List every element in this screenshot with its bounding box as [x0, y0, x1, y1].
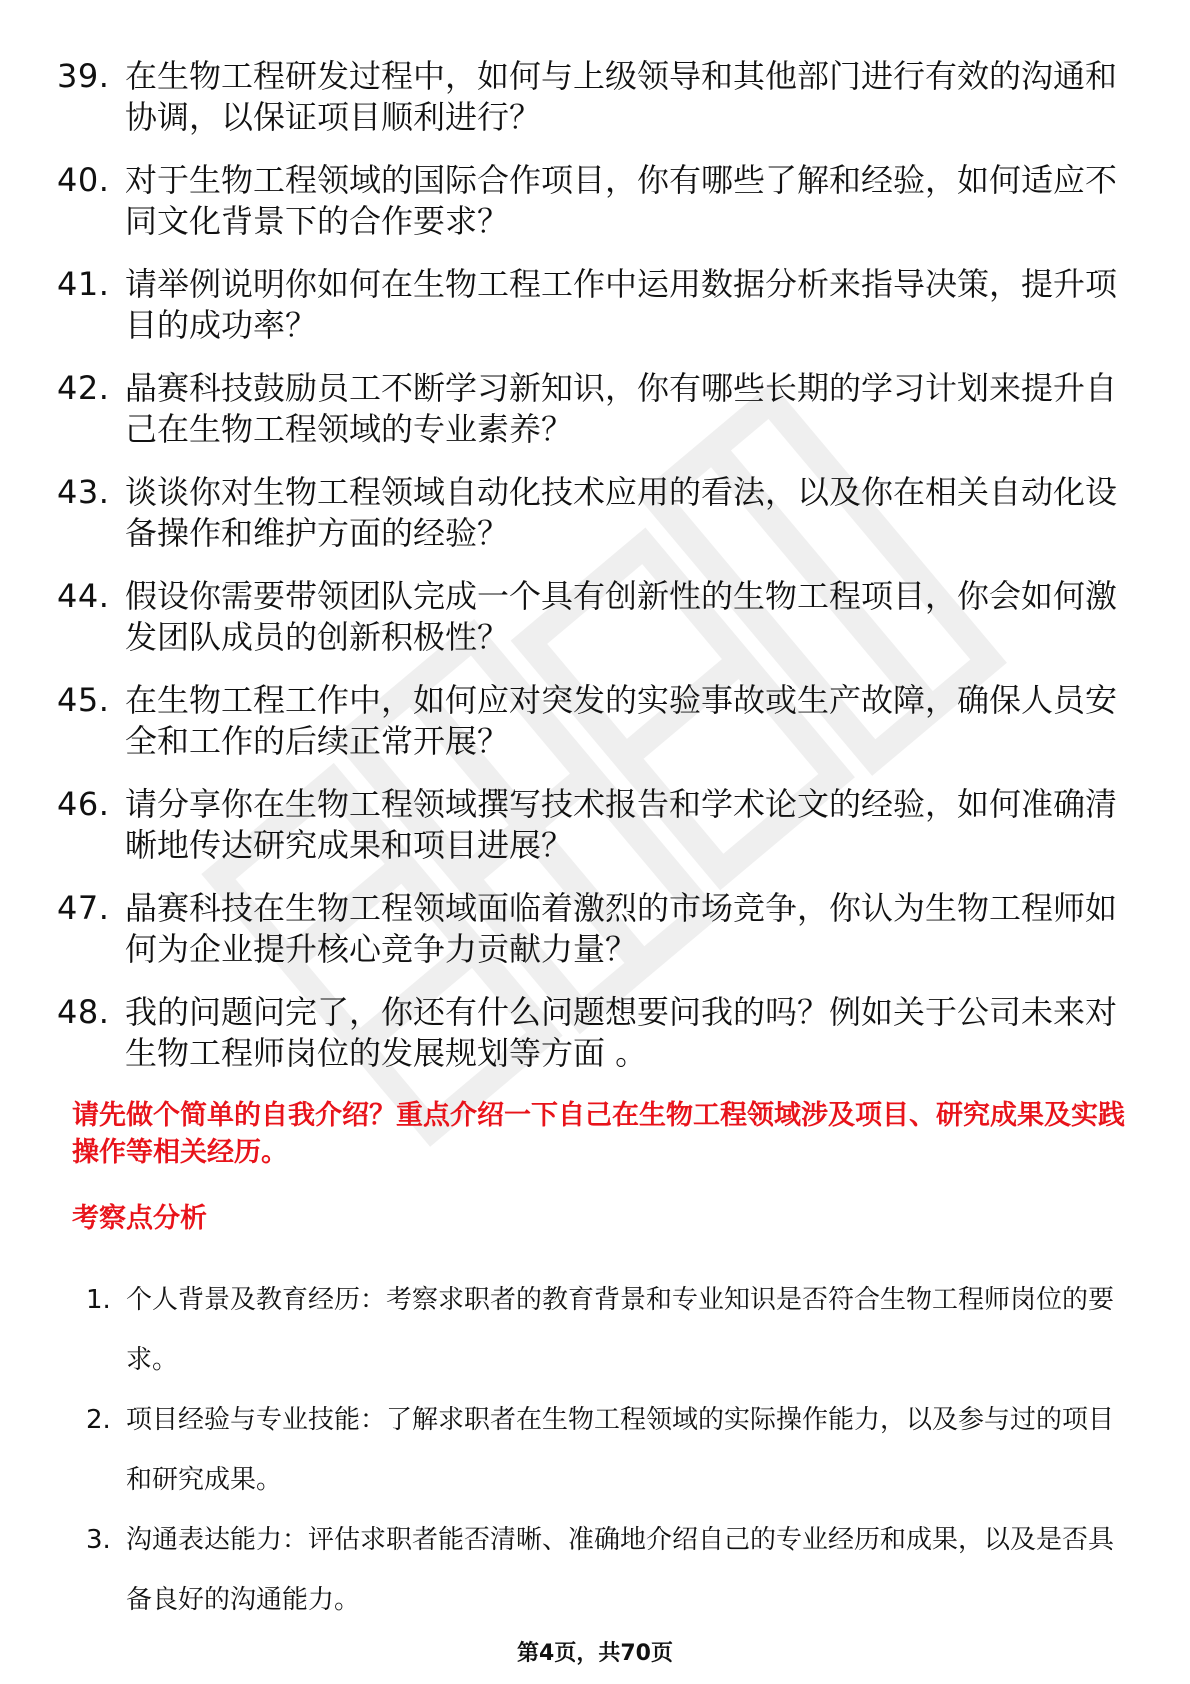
question-number: 42.	[57, 369, 110, 407]
question-text: 我的问题问完了，你还有什么问题想要问我的吗？例如关于公司未来对生物工程师岗位的发展规划等方面 。	[125, 993, 1118, 1072]
question-number: 40.	[57, 161, 110, 199]
question-item	[57, 680, 1127, 762]
question-number: 47.	[57, 889, 110, 927]
question-text: 请分享你在生物工程领域撰写技术报告和学术论文的经验，如何准确清晰地传达研究成果和项目进展？	[125, 785, 1118, 864]
analysis-text: 项目经验与专业技能：了解求职者在生物工程领域的实际操作能力，以及参与过的项目和研究成果。	[126, 1405, 1115, 1495]
analysis-text: 沟通表达能力：评估求职者能否清晰、准确地介绍自己的专业经历和成果，以及是否具备良好的沟通能力。	[126, 1525, 1115, 1615]
question-text: 在生物工程研发过程中，如何与上级领导和其他部门进行有效的沟通和协调，以保证项目顺利进行？	[125, 57, 1118, 136]
question-item	[57, 888, 1127, 970]
question-text: 晶赛科技鼓励员工不断学习新知识，你有哪些长期的学习计划来提升自己在生物工程领域的专业素养？	[125, 369, 1118, 448]
question-number: 46.	[57, 785, 110, 823]
analysis-number: 1.	[86, 1285, 111, 1315]
question-text: 在生物工程工作中，如何应对突发的实验事故或生产故障，确保人员安全和工作的后续正常开展？	[125, 681, 1118, 760]
analysis-number: 2.	[86, 1405, 111, 1435]
question-text: 谈谈你对生物工程领域自动化技术应用的看法，以及你在相关自动化设备操作和维护方面的经验？	[125, 473, 1118, 552]
analysis-list	[86, 1270, 1126, 1630]
question-text: 请举例说明你如何在生物工程工作中运用数据分析来指导决策，提升项目的成功率？	[125, 265, 1118, 344]
question-item	[57, 992, 1127, 1074]
question-item	[57, 368, 1127, 450]
analysis-text: 个人背景及教育经历：考察求职者的教育背景和专业知识是否符合生物工程师岗位的要求。	[126, 1285, 1115, 1375]
question-number: 41.	[57, 265, 110, 303]
question-number: 39.	[57, 57, 110, 95]
question-number: 45.	[57, 681, 110, 719]
question-item	[57, 56, 1127, 138]
question-item	[57, 264, 1127, 346]
question-item	[57, 576, 1127, 658]
question-item	[57, 784, 1127, 866]
question-number: 44.	[57, 577, 110, 615]
analysis-title: 考察点分析	[72, 1203, 207, 1234]
question-text: 假设你需要带领团队完成一个具有创新性的生物工程项目，你会如何激发团队成员的创新积极性？	[125, 577, 1118, 656]
analysis-number: 3.	[86, 1525, 111, 1555]
page-footer: 第4页，共70页	[517, 1641, 673, 1666]
question-item	[57, 472, 1127, 554]
question-number: 43.	[57, 473, 110, 511]
analysis-item	[86, 1510, 1126, 1630]
analysis-item	[86, 1270, 1126, 1390]
question-list	[57, 56, 1127, 1096]
question-text: 晶赛科技在生物工程领域面临着激烈的市场竞争，你认为生物工程师如何为企业提升核心竞争力贡献力量？	[125, 889, 1118, 968]
analysis-item	[86, 1390, 1126, 1510]
question-text: 对于生物工程领域的国际合作项目，你有哪些了解和经验，如何适应不同文化背景下的合作要求？	[125, 161, 1118, 240]
question-number: 48.	[57, 993, 110, 1031]
question-item	[57, 160, 1127, 242]
highlight-question: 请先做个简单的自我介绍？重点介绍一下自己在生物工程领域涉及项目、研究成果及实践操作等相关经历。	[72, 1100, 1125, 1168]
